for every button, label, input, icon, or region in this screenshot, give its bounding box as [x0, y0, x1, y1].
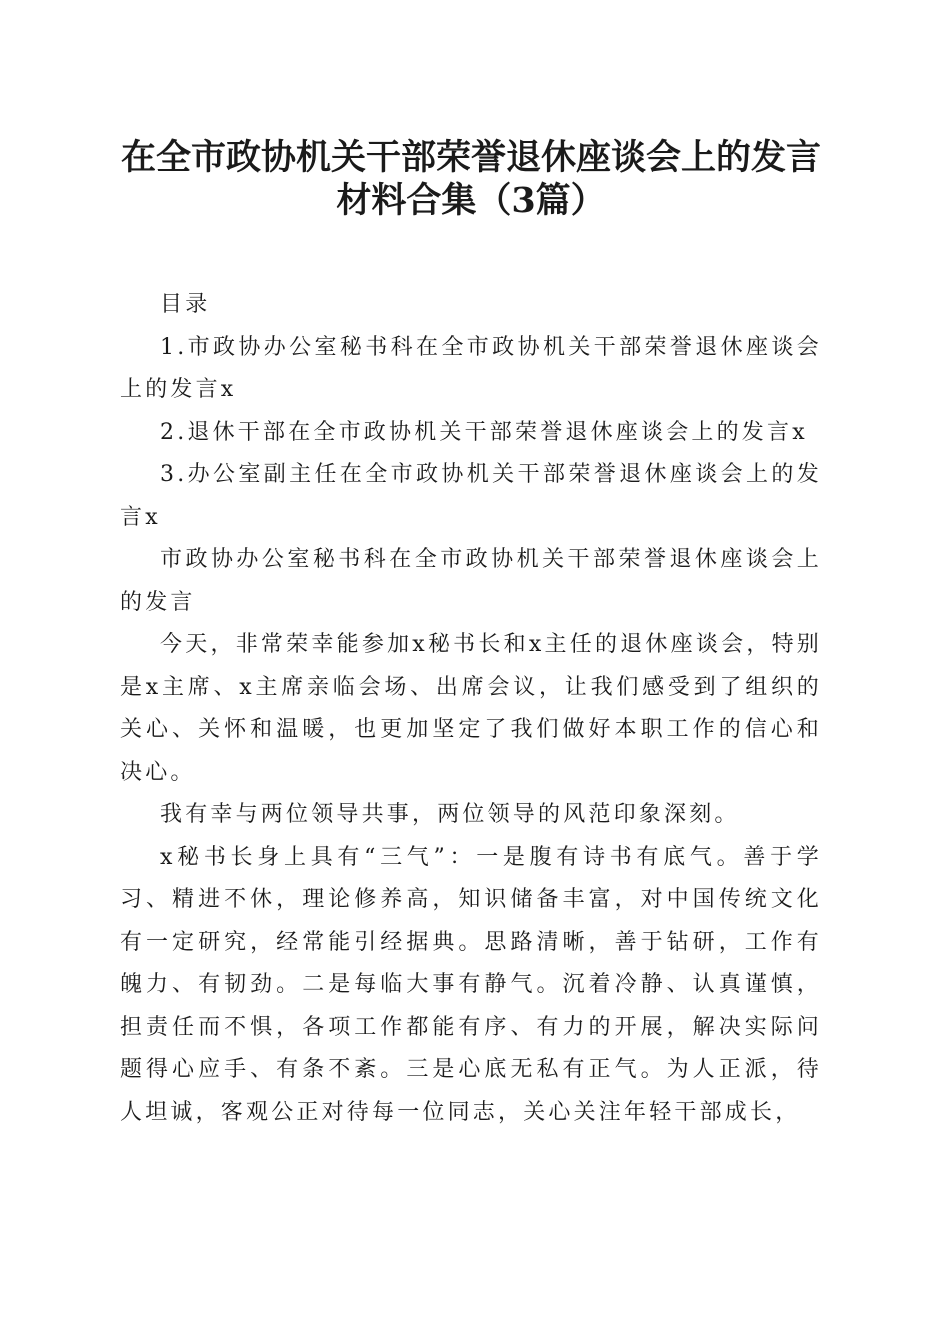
toc-item-3: 3.办公室副主任在全市政协机关干部荣誉退休座谈会上的发言x — [120, 462, 822, 530]
title-line-2: 材料合集（3篇） — [336, 180, 606, 221]
section-heading: 市政协办公室秘书科在全市政协机关干部荣誉退休座谈会上的发言 — [120, 547, 822, 615]
document-body — [120, 284, 822, 1134]
document-title — [120, 136, 822, 222]
body-paragraph: x秘书长身上具有“三气”：一是腹有诗书有底气。善于学习、精进不休，理论修养高，知识储备丰富，对中国传统文化有一定研究，经常能引经据典。思路清晰，善于钻研，工作有魄力、有韧劲。二是每临大事有静气。沉着冷静、认真谨慎，担责任而不惧，各项工作都能有序、有力的开展，解决实际问题得心应手、有条不紊。三是心底无私有正气。为人正派，待人坦诚，客观公正对待每一位同志，关心关注年轻干部成长， — [120, 844, 822, 1125]
toc-item-2: 2.退休干部在全市政协机关干部荣誉退休座谈会上的发言x — [160, 419, 808, 445]
toc-item-1: 1.市政协办公室秘书科在全市政协机关干部荣誉退休座谈会上的发言x — [120, 334, 822, 402]
toc-heading: 目录 — [160, 292, 211, 317]
body-paragraph: 我有幸与两位领导共事，两位领导的风范印象深刻。 — [160, 802, 740, 827]
title-line-1: 在全市政协机关干部荣誉退休座谈会上的发言 — [120, 137, 821, 178]
body-paragraph: 今天，非常荣幸能参加x秘书长和x主任的退休座谈会，特别是x主席、x主席亲临会场、出席会议，让我们感受到了组织的关心、关怀和温暖，也更加坚定了我们做好本职工作的信心和决心。 — [120, 632, 822, 785]
